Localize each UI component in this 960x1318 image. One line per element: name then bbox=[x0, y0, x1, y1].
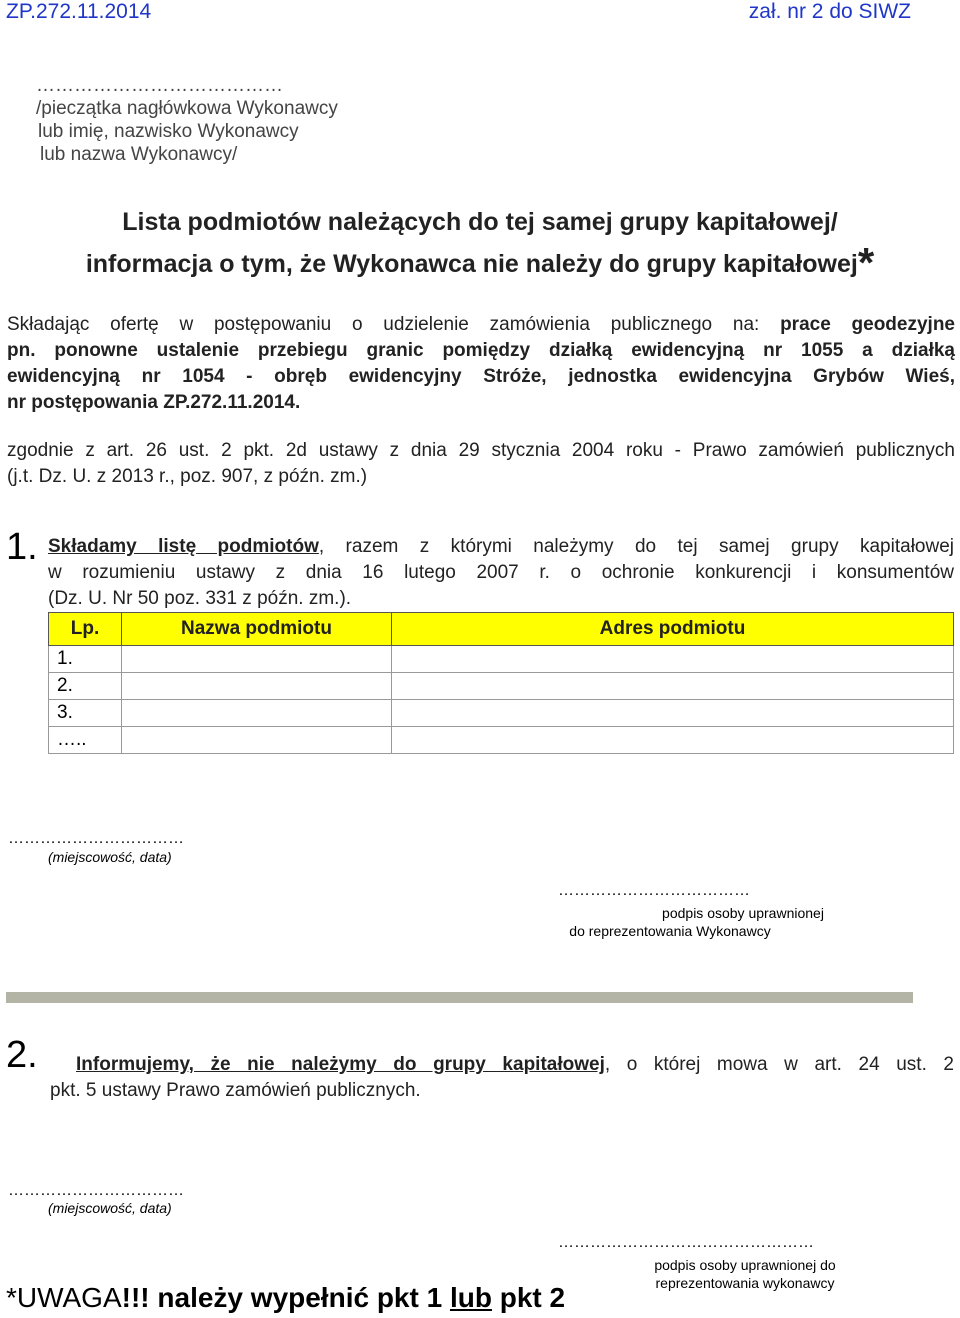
note-or: lub bbox=[449, 1282, 492, 1313]
section-2-line-1-inner bbox=[76, 1052, 954, 1078]
stamp-dots: ………………………………… bbox=[36, 75, 283, 96]
section-1-text1: , razem z którymi należymy do tej samej grupy kapitałowej bbox=[318, 536, 954, 557]
signature-label-2-line-2: reprezentowania wykonawcy bbox=[655, 1275, 835, 1291]
section-1-line-2: w rozumieniu ustawy z dnia 16 lutego 2007 r. o ochronie konkurencji i konsumentów bbox=[48, 562, 954, 583]
place-date-label-2: (miejscowość, data) bbox=[48, 1200, 172, 1216]
place-date-dots-2: …………………………… bbox=[8, 1182, 184, 1199]
section-separator bbox=[6, 992, 913, 1003]
title-text: informacja o tym, że Wykonawca nie należy do grupy kapitałowej bbox=[85, 250, 858, 278]
table-row bbox=[49, 727, 954, 754]
entity-address-cell[interactable] bbox=[392, 727, 954, 754]
entity-address-cell[interactable] bbox=[392, 646, 954, 673]
header-entity-name: Nazwa podmiotu bbox=[122, 613, 392, 646]
intro-text: Składając ofertę w postępowaniu o udzielenie zamówienia publicznego na: bbox=[7, 314, 760, 335]
entity-name-cell[interactable] bbox=[122, 646, 392, 673]
entity-name-cell[interactable] bbox=[122, 727, 392, 754]
row-number: ….. bbox=[49, 727, 122, 754]
signature-label-2 bbox=[620, 1256, 870, 1292]
table-row bbox=[49, 673, 954, 700]
title-asterisk: * bbox=[857, 239, 875, 286]
row-number: 2. bbox=[49, 673, 122, 700]
note-suffix: pkt 2 bbox=[491, 1282, 566, 1313]
stamp-line-1: /pieczątka nagłówkowa Wykonawcy bbox=[36, 98, 338, 119]
table-row bbox=[49, 700, 954, 727]
section-2-line-1 bbox=[76, 1052, 954, 1078]
section-2-line-2: pkt. 5 ustawy Prawo zamówień publicznych. bbox=[50, 1080, 421, 1101]
note-prefix: *UWAGA bbox=[6, 1282, 122, 1313]
header-lp: Lp. bbox=[49, 613, 122, 646]
section-1-number: 1. bbox=[6, 526, 38, 568]
section-2-text1: , o której mowa w art. 24 ust. 2 bbox=[604, 1054, 954, 1075]
header-entity-address: Adres podmiotu bbox=[392, 613, 954, 646]
table-row bbox=[49, 646, 954, 673]
section-2-number: 2. bbox=[6, 1034, 38, 1076]
signature-label-2-line-1: podpis osoby uprawnionej do bbox=[654, 1257, 836, 1273]
place-date-dots-1: …………………………… bbox=[8, 830, 184, 847]
section-1-text bbox=[48, 534, 954, 612]
contractor-stamp-block bbox=[36, 74, 338, 166]
legal-basis bbox=[7, 438, 955, 490]
row-number: 3. bbox=[49, 700, 122, 727]
intro-line-2: pn. ponowne ustalenie przebiegu granic pomiędzy działką ewidencyjną nr 1055 a działką bbox=[7, 340, 955, 361]
intro-line-1 bbox=[7, 312, 955, 338]
signature-label-1 bbox=[558, 904, 928, 940]
intro-line-4: nr postępowania ZP.272.11.2014. bbox=[7, 392, 301, 413]
entities-table bbox=[48, 612, 954, 754]
signature-dots-2: ………………………………………… bbox=[558, 1234, 814, 1251]
intro-paragraph bbox=[7, 312, 955, 416]
note-warning bbox=[6, 1282, 565, 1314]
signature-label-1-line-1: podpis osoby uprawnionej bbox=[662, 905, 824, 921]
signature-dots-1: ……………………………… bbox=[558, 882, 750, 899]
stamp-line-3: lub nazwa Wykonawcy/ bbox=[40, 144, 238, 165]
section-2-lead: Informujemy, że nie należymy do grupy kapitałowej bbox=[76, 1054, 605, 1075]
entity-name-cell[interactable] bbox=[122, 673, 392, 700]
row-number: 1. bbox=[49, 646, 122, 673]
section-1-line-3: (Dz. U. Nr 50 poz. 331 z późn. zm.). bbox=[48, 588, 352, 609]
note-bang: !!! bbox=[121, 1282, 150, 1313]
case-number: ZP.272.11.2014 bbox=[6, 0, 152, 23]
entity-address-cell[interactable] bbox=[392, 673, 954, 700]
contract-subject: prace geodezyjne bbox=[780, 314, 955, 335]
legal-line-2: (j.t. Dz. U. z 2013 r., poz. 907, z późn. zm.) bbox=[7, 466, 368, 487]
section-1-line-1 bbox=[48, 534, 954, 560]
attachment-label: zał. nr 2 do SIWZ bbox=[748, 0, 911, 23]
signature-label-1-line-2: do reprezentowania Wykonawcy bbox=[569, 923, 771, 939]
entity-address-cell[interactable] bbox=[392, 700, 954, 727]
document-title-line-1: Lista podmiotów należących do tej samej grupy kapitałowej/ bbox=[122, 208, 838, 236]
document-title-line-2 bbox=[0, 239, 960, 286]
intro-line-3: ewidencyjną nr 1054 - obręb ewidencyjny Stróże, jednostka ewidencyjna Grybów Wieś, bbox=[7, 366, 955, 387]
page-header bbox=[0, 0, 960, 32]
note-text: należy wypełnić pkt 1 bbox=[149, 1282, 450, 1313]
table-header-row bbox=[49, 613, 954, 646]
entity-name-cell[interactable] bbox=[122, 700, 392, 727]
place-date-label-1: (miejscowość, data) bbox=[48, 849, 172, 865]
section-1-lead: Składamy listę podmiotów bbox=[48, 536, 319, 557]
stamp-line-2: lub imię, nazwisko Wykonawcy bbox=[38, 121, 299, 142]
legal-line-1: zgodnie z art. 26 ust. 2 pkt. 2d ustawy z dnia 29 stycznia 2004 roku - Prawo zamówień publicznych bbox=[7, 440, 955, 461]
